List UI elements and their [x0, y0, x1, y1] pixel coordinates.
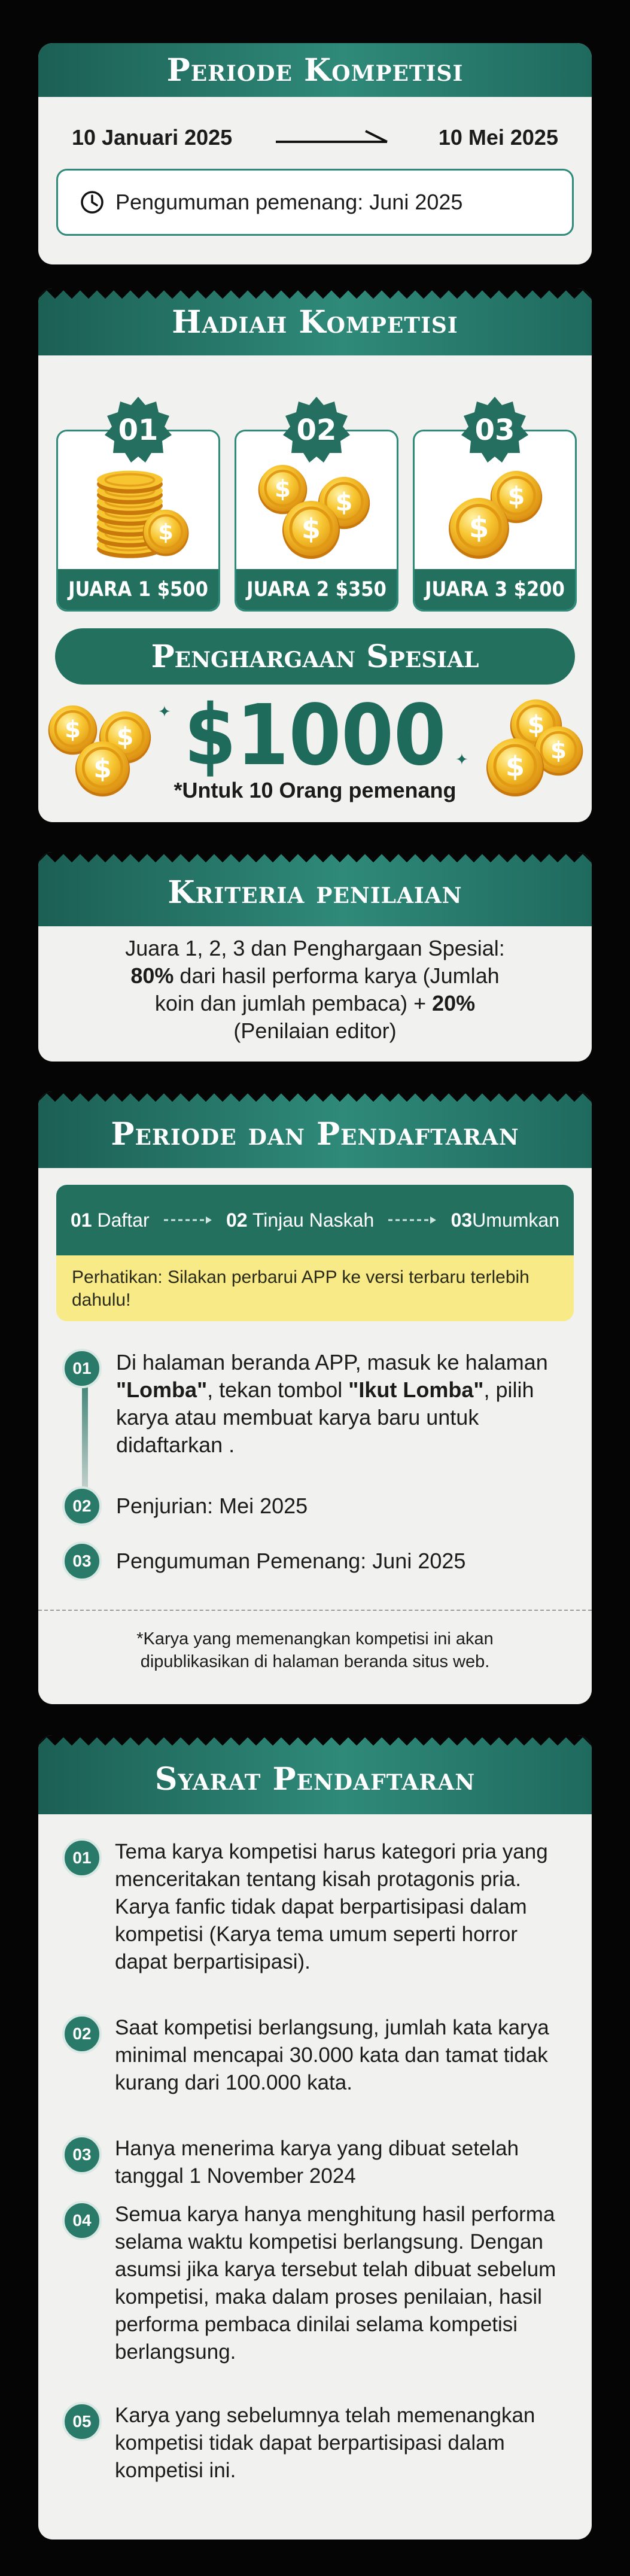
svg-text:✦: ✦	[455, 751, 468, 769]
step-number-3: 03	[62, 1541, 102, 1581]
badge-2: 02	[281, 394, 352, 466]
kriteria-header	[38, 852, 592, 926]
pendaftaran-header	[38, 1091, 592, 1168]
pendaftaran-title: Periode dan Pendaftaran	[111, 1115, 519, 1152]
periode-title: Periode Kompetisi	[166, 51, 464, 89]
footnote: *Karya yang memenangkan kompetisi ini akan dipublikasikan di halaman beranda situs web.	[136, 1629, 494, 1671]
kriteria-line1: Juara 1, 2, 3 dan Penghargaan Spesial:	[125, 936, 505, 960]
dashed-arrow-icon	[388, 1215, 436, 1225]
rule-text-1: Tema karya kompetisi harus kategori pria yang menceritakan tentang kisah protagonis pria. Karya fanfic tidak dapat berpartisipasi dalam kompetisi (Karya tema umum seperti horror dapat berpartisipasi).	[115, 1840, 548, 1973]
kriteria-line3: koin dan jumlah pembaca) +	[154, 991, 433, 1015]
rule-1	[62, 1838, 568, 1976]
kriteria-card	[38, 852, 592, 1062]
coins-icon	[254, 461, 380, 563]
special-banner	[55, 628, 575, 685]
rule-text-5: Karya yang sebelumnya telah memenangkan kompetisi tidak dapat berpartisipasi dalam kompetisi ini.	[115, 2404, 535, 2482]
prize-label-2: JUARA 2 $350	[236, 569, 397, 610]
end-date: 10 Mei 2025	[438, 125, 558, 150]
timeline-step-2	[62, 1486, 568, 1526]
prize-card-1	[56, 413, 220, 612]
svg-text:✦: ✦	[158, 703, 171, 721]
kriteria-title: Kriteria penilaian	[168, 874, 462, 911]
badge-3: 03	[459, 394, 531, 466]
step-number-1: 01	[62, 1349, 102, 1388]
notice-box: Perhatikan: Silakan perbarui APP ke versi terbaru terlebih dahulu!	[56, 1255, 574, 1321]
rule-text-3: Hanya menerima karya yang dibuat setelah tanggal 1 November 2024	[115, 2137, 519, 2188]
clock-icon	[80, 190, 105, 215]
rule-3	[62, 2135, 568, 2190]
flow-bar	[56, 1185, 574, 1255]
periode-dates	[72, 120, 558, 156]
flow-step-2: 02 Tinjau Naskah	[226, 1209, 375, 1231]
step-text-3: Pengumuman Pemenang: Juni 2025	[116, 1549, 466, 1573]
divider	[38, 1610, 592, 1611]
timeline-step-3	[62, 1541, 568, 1581]
rule-2	[62, 2014, 568, 2097]
kriteria-pct-80: 80%	[130, 963, 174, 988]
announcement-box	[56, 169, 574, 236]
syarat-card	[38, 1735, 592, 2539]
coins-icon	[442, 467, 555, 563]
arrow-icon	[276, 129, 395, 147]
kriteria-pct-20: 20%	[432, 991, 476, 1015]
prize-card-2	[235, 413, 398, 612]
flow-step-1: 01 Daftar	[71, 1209, 150, 1231]
special-note: *Untuk 10 Orang pemenang	[174, 778, 456, 802]
rule-number-1: 01	[62, 1838, 102, 1878]
prize-label-3: JUARA 3 $200	[415, 569, 575, 610]
syarat-title: Syarat Pendaftaran	[154, 1760, 476, 1798]
hadiah-title: Hadiah Kompetisi	[172, 303, 458, 340]
syarat-header	[38, 1735, 592, 1814]
rule-text-2: Saat kompetisi berlangsung, jumlah kata karya minimal mencapai 30.000 kata dan tamat tidak kurang dari 100.000 kata.	[115, 2016, 549, 2094]
flow-step-3: 03Umumkan	[451, 1209, 559, 1231]
badge-1: 01	[102, 394, 174, 466]
rule-4	[62, 2201, 568, 2366]
rule-number-3: 03	[62, 2135, 102, 2174]
step-text-1: Di halaman beranda APP, masuk ke halaman "Lomba", tekan tombol "Ikut Lomba", pilih karya atau membuat karya baru untuk didaftarkan .	[116, 1350, 548, 1457]
periode-header	[38, 43, 592, 97]
rule-5	[62, 2402, 568, 2484]
periode-card	[38, 43, 592, 264]
timeline-step-1	[62, 1349, 568, 1459]
rule-number-4: 04	[62, 2201, 102, 2240]
pendaftaran-card	[38, 1091, 592, 1704]
rule-number-5: 05	[62, 2402, 102, 2441]
prize-card-3	[413, 413, 577, 612]
kriteria-body	[50, 935, 580, 1045]
prize-label-1: JUARA 1 $500	[58, 569, 218, 610]
coin-stack-icon	[82, 455, 196, 563]
special-title: Penghargaan Spesial	[151, 638, 479, 675]
step-number-2: 02	[62, 1486, 102, 1526]
dashed-arrow-icon	[164, 1215, 212, 1225]
start-date: 10 Januari 2025	[72, 125, 233, 150]
hadiah-header	[38, 288, 592, 355]
kriteria-line4: (Penilaian editor)	[233, 1018, 397, 1043]
step-text-2: Penjurian: Mei 2025	[116, 1494, 308, 1518]
rule-text-4: Semua karya hanya menghitung hasil performa selama waktu kompetisi berlangsung. Dengan asumsi jika karya tersebut telah dibuat sebelum kompetisi, maka dalam proses penilaian, hasil performa pembaca dinilai selama kompetisi berlangsung.	[115, 2203, 556, 2364]
rule-number-2: 02	[62, 2014, 102, 2054]
special-amount: $1000	[184, 687, 446, 784]
kriteria-line2: dari hasil performa karya (Jumlah	[174, 963, 500, 988]
announcement-text: Pengumuman pemenang: Juni 2025	[115, 190, 463, 214]
hadiah-card	[38, 288, 592, 822]
